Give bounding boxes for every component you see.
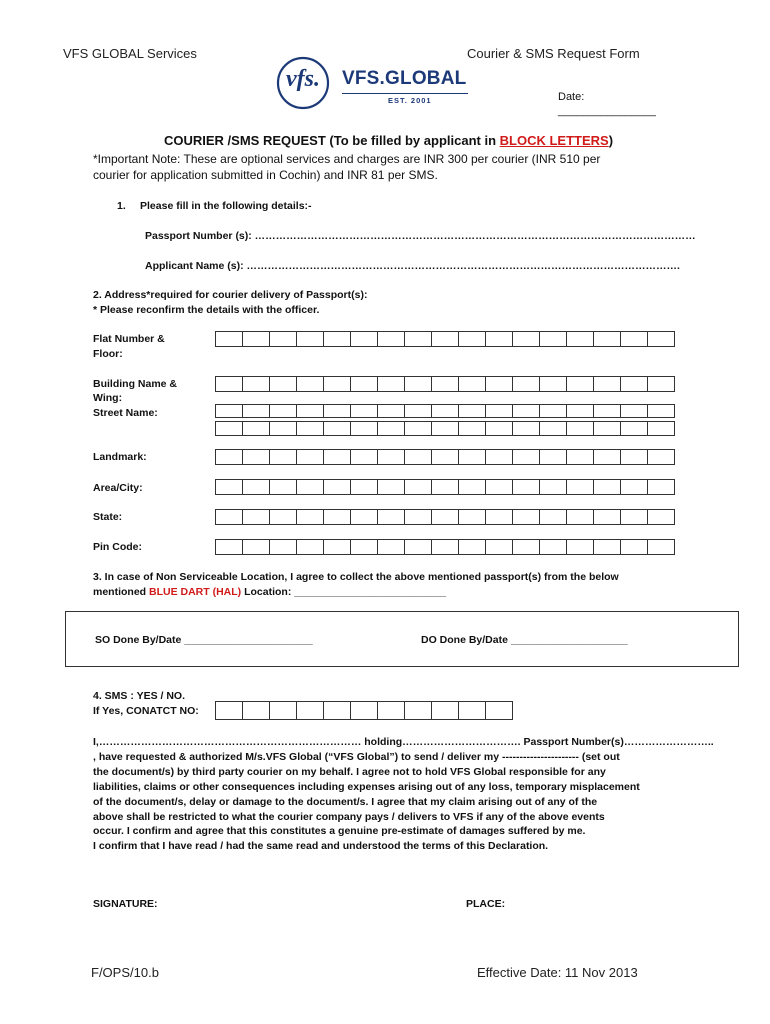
contact-number-boxes[interactable] [215, 701, 513, 720]
area-city-label: Area/City: [93, 482, 143, 494]
logo-est: EST. 2001 [388, 96, 432, 105]
declaration-line: I,………………………………………………………………… holding……………………………. Passport Number(s)…………………….. [93, 736, 714, 748]
form-title-suffix: ) [608, 133, 614, 148]
date-label: Date: [558, 91, 585, 103]
declaration-line: I confirm that I have read / had the same read and understood the terms of this Declaration. [93, 840, 549, 853]
logo-mark: vfs. [286, 66, 320, 92]
section2-heading: 2. Address*required for courier delivery of Passport(s): [93, 289, 368, 301]
form-title-highlight: BLOCK LETTERS [499, 133, 609, 148]
street-name-boxes-1[interactable] [215, 404, 675, 418]
date-line[interactable]: ________________ [558, 105, 656, 117]
declaration [93, 735, 714, 854]
landmark-label: Landmark: [93, 451, 147, 463]
section1-heading: Please fill in the following details:- [140, 200, 312, 212]
declaration-line: liabilities, claims or other consequences including expenses arising out of any loss, temporary misplacement [93, 780, 640, 793]
passport-number-field[interactable]: Passport Number (s): ……………………………………………………………………………………………………………… [145, 230, 696, 242]
pin-code-label: Pin Code: [93, 541, 142, 553]
state-boxes[interactable] [215, 509, 675, 525]
pin-code-boxes[interactable] [215, 539, 675, 555]
signature-label[interactable]: SIGNATURE: [93, 898, 158, 910]
building-label-1: Building Name & [93, 378, 178, 390]
street-name-boxes-2[interactable] [215, 421, 675, 436]
declaration-line: occur. I confirm and agree that this constitutes a genuine pre-estimate of damages suffered by me. [93, 825, 586, 838]
street-label: Street Name: [93, 407, 158, 419]
so-done-by-field[interactable]: SO Done By/Date ______________________ [95, 634, 313, 646]
header-left: VFS GLOBAL Services [63, 46, 197, 61]
sms-line-2: If Yes, CONATCT NO: [93, 705, 199, 717]
declaration-line: , have requested & authorized M/s.VFS Global (“VFS Global”) to send / deliver my ---------------------- (set out [93, 750, 620, 763]
blue-dart-location: BLUE DART (HAL) [149, 586, 242, 598]
flat-label-1: Flat Number & [93, 333, 165, 345]
section2-subheading: * Please reconfirm the details with the officer. [93, 304, 320, 316]
note-line-2: courier for application submitted in Cochin) and INR 81 per SMS. [93, 168, 438, 182]
section3-line-1: 3. In case of Non Serviceable Location, I agree to collect the above mentioned passport(s) from the below [93, 571, 619, 583]
applicant-name-field[interactable]: Applicant Name (s): ……………………………………………………………………………………………………………. [145, 260, 680, 272]
form-title [164, 133, 613, 148]
building-label-2: Wing: [93, 392, 123, 404]
sms-line-1: 4. SMS : YES / NO. [93, 690, 185, 702]
flat-label-2: Floor: [93, 348, 123, 360]
section3-line-2 [93, 586, 446, 598]
footer-effective-date: Effective Date: 11 Nov 2013 [477, 965, 638, 980]
note-line-1: *Important Note: These are optional services and charges are INR 300 per courier (INR 510 per [93, 152, 601, 166]
section1-number: 1. [117, 200, 126, 212]
declaration-line: of the document/s, delay or damage to the document/s. I agree that my claim arising out of any of the [93, 795, 598, 808]
footer-form-code: F/OPS/10.b [91, 965, 159, 980]
section3-line-2-prefix: mentioned [93, 586, 150, 598]
declaration-line: the document/s) by third party courier on my behalf. I agree not to hold VFS Global responsible for any [93, 765, 606, 778]
landmark-boxes[interactable] [215, 449, 675, 465]
area-city-boxes[interactable] [215, 479, 675, 495]
header-right: Courier & SMS Request Form [467, 46, 640, 61]
section3-location-field[interactable]: Location: __________________________ [241, 586, 447, 598]
state-label: State: [93, 511, 123, 523]
flat-number-boxes[interactable] [215, 331, 675, 347]
declaration-line: above shall be restricted to what the courier company pays / delivers to VFS if any of the above events [93, 810, 605, 823]
form-title-prefix: COURIER /SMS REQUEST (To be filled by applicant in [164, 133, 500, 148]
building-name-boxes[interactable] [215, 376, 675, 392]
vfs-logo [275, 55, 475, 111]
place-label[interactable]: PLACE: [466, 898, 506, 910]
do-done-by-field[interactable]: DO Done By/Date ____________________ [421, 634, 628, 646]
logo-name: VFS.GLOBAL [342, 68, 467, 89]
